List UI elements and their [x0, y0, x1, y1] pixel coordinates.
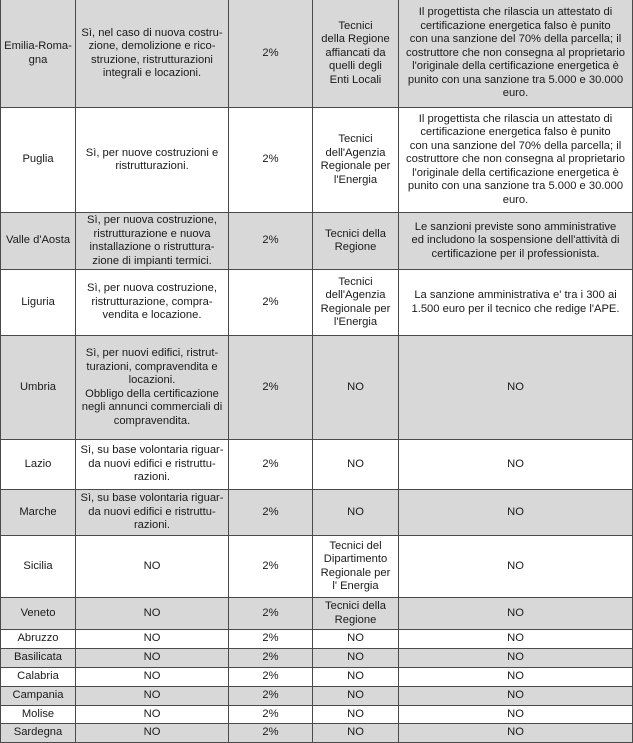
region-cell — [0, 108, 76, 213]
table-row — [0, 668, 633, 687]
sanctions-cell-text: NO — [507, 670, 524, 683]
controllers-cell — [313, 440, 399, 490]
table-row — [0, 630, 633, 649]
percentage-cell — [229, 724, 313, 743]
sanctions-cell-text: NO — [507, 726, 524, 739]
region-cell-text: Valle d'Aosta — [5, 234, 71, 247]
region-cell — [0, 0, 76, 108]
region-cell — [0, 706, 76, 724]
percentage-cell — [229, 687, 313, 706]
region-cell-text: Molise — [21, 707, 55, 720]
sanctions-cell-text: NO — [507, 505, 524, 518]
percentage-cell — [229, 0, 313, 108]
percentage-cell — [229, 649, 313, 668]
percentage-cell-text: 2% — [262, 559, 279, 572]
controllers-cell — [313, 0, 399, 108]
obligation-cell — [76, 598, 229, 630]
sanctions-cell — [399, 270, 633, 336]
region-cell — [0, 724, 76, 743]
sanctions-cell — [399, 336, 633, 440]
region-cell-text: Emilia-Roma- gna — [4, 40, 72, 66]
table-row — [0, 336, 633, 440]
sanctions-cell — [399, 108, 633, 213]
controllers-cell-text: NO — [347, 505, 364, 518]
table-row — [0, 598, 633, 630]
controllers-cell-text: Tecnici dell'Agenzia Regionale per l'Energia — [320, 133, 391, 186]
region-cell-text: Campania — [12, 689, 64, 702]
obligation-cell-text: Sì, per nuova costruzione, ristrutturazione e nuova installazione o ristruttura- zione di impianti termici. — [87, 214, 217, 267]
table-row — [0, 687, 633, 706]
obligation-cell-text: Sì, su base volontaria riguar- da nuovi edifici e ristruttu- razioni. — [80, 492, 224, 532]
sanctions-cell-text: Il progettista che rilascia un attestato di certificazione energetica falso è punito con una sanzione del 70% della parcella; il costruttore che non consegna al proprietario l'originale della certificazione energetica è punito con una sanzione tra 5.000 e 30.000 euro. — [406, 112, 625, 206]
obligation-cell — [76, 0, 229, 108]
table-row — [0, 213, 633, 270]
sanctions-cell — [399, 687, 633, 706]
sanctions-cell — [399, 0, 633, 108]
region-cell-text: Liguria — [21, 295, 55, 308]
controllers-cell — [313, 630, 399, 649]
sanctions-cell — [399, 668, 633, 687]
percentage-cell-text: 2% — [262, 707, 279, 720]
controllers-cell — [313, 649, 399, 668]
region-cell — [0, 490, 76, 536]
controllers-cell-text: NO — [347, 457, 364, 470]
sanctions-cell — [399, 598, 633, 630]
percentage-cell-text: 2% — [262, 380, 279, 393]
region-cell-text: Sardegna — [13, 726, 63, 739]
controllers-cell-text: Tecnici del Dipartimento Regionale per l' Energia — [320, 539, 391, 592]
obligation-cell-text: NO — [143, 689, 161, 702]
percentage-cell-text: 2% — [262, 46, 279, 59]
controllers-cell — [313, 706, 399, 724]
region-cell-text: Veneto — [20, 606, 56, 619]
region-cell-text: Sicilia — [23, 559, 53, 572]
obligation-cell-text: NO — [143, 651, 161, 664]
percentage-cell — [229, 706, 313, 724]
controllers-cell-text: NO — [347, 380, 364, 393]
percentage-cell-text: 2% — [262, 234, 279, 247]
table-row — [0, 649, 633, 668]
percentage-cell — [229, 336, 313, 440]
sanctions-cell-text: Le sanzioni previste sono amministrative ed includono la sospensione dell'attività di certificazione per il professionista. — [411, 220, 620, 260]
sanctions-cell-text: NO — [507, 380, 524, 393]
region-cell — [0, 668, 76, 687]
region-cell — [0, 630, 76, 649]
obligation-cell-text: NO — [143, 606, 161, 619]
sanctions-cell-text: NO — [507, 689, 524, 702]
table-row — [0, 270, 633, 336]
obligation-cell-text: NO — [143, 559, 161, 572]
controllers-cell-text: NO — [347, 651, 364, 664]
controllers-cell-text: Tecnici della Regione affiancati da quelli degli Enti Locali — [321, 19, 390, 86]
sanctions-cell — [399, 649, 633, 668]
percentage-cell-text: 2% — [262, 689, 279, 702]
sanctions-cell-text: NO — [507, 457, 524, 470]
region-cell — [0, 598, 76, 630]
controllers-cell-text: NO — [347, 707, 364, 720]
region-cell-text: Puglia — [22, 153, 54, 166]
region-cell-text: Calabria — [17, 670, 59, 683]
sanctions-cell — [399, 724, 633, 743]
percentage-cell — [229, 108, 313, 213]
percentage-cell — [229, 490, 313, 536]
percentage-cell — [229, 598, 313, 630]
region-cell — [0, 336, 76, 440]
table-row — [0, 536, 633, 598]
sanctions-cell-text: NO — [507, 707, 524, 720]
region-cell-text: Basilicata — [14, 651, 62, 664]
percentage-cell-text: 2% — [262, 651, 279, 664]
sanctions-cell-text: La sanzione amministrativa e' tra i 300 ai 1.500 euro per il tecnico che redige l'APE. — [411, 289, 620, 315]
controllers-cell-text: NO — [347, 689, 364, 702]
controllers-cell — [313, 598, 399, 630]
table-row — [0, 490, 633, 536]
region-cell-text: Marche — [19, 505, 57, 518]
controllers-cell-text: NO — [347, 670, 364, 683]
controllers-cell-text: Tecnici dell'Agenzia Regionale per l'Energia — [320, 275, 391, 328]
table-row — [0, 724, 633, 743]
table-row — [0, 108, 633, 213]
obligation-cell-text: Sì, per nuova costruzione, ristrutturazione, compra- vendita e locazione. — [87, 282, 217, 322]
sanctions-cell — [399, 213, 633, 270]
region-cell-text: Lazio — [24, 457, 52, 470]
obligation-cell — [76, 108, 229, 213]
obligation-cell — [76, 724, 229, 743]
obligation-cell — [76, 490, 229, 536]
controllers-cell — [313, 668, 399, 687]
obligation-cell — [76, 630, 229, 649]
percentage-cell — [229, 668, 313, 687]
obligation-cell — [76, 270, 229, 336]
table-row — [0, 0, 633, 108]
controllers-cell — [313, 108, 399, 213]
percentage-cell-text: 2% — [262, 670, 279, 683]
controllers-cell — [313, 490, 399, 536]
sanctions-cell — [399, 630, 633, 649]
percentage-cell — [229, 440, 313, 490]
controllers-cell — [313, 213, 399, 270]
sanctions-cell — [399, 490, 633, 536]
obligation-cell — [76, 668, 229, 687]
obligation-cell-text: NO — [143, 707, 161, 720]
obligation-cell-text: NO — [143, 670, 161, 683]
region-cell — [0, 213, 76, 270]
obligation-cell-text: NO — [143, 726, 161, 739]
obligation-cell-text: Sì, nel caso di nuova costru- zione, demolizione e rico- struzione, ristrutturazioni integrali e locazioni. — [81, 26, 223, 79]
region-cell-text: Abruzzo — [17, 632, 59, 645]
obligation-cell — [76, 706, 229, 724]
percentage-cell-text: 2% — [262, 505, 279, 518]
sanctions-cell-text: NO — [507, 632, 524, 645]
percentage-cell-text: 2% — [262, 153, 279, 166]
percentage-cell — [229, 536, 313, 598]
controllers-cell — [313, 536, 399, 598]
controllers-cell-text: Tecnici della Regione — [325, 227, 386, 253]
obligation-cell-text: Sì, su base volontaria riguar- da nuovi edifici e ristruttu- razioni. — [80, 444, 224, 484]
obligation-cell — [76, 649, 229, 668]
sanctions-cell — [399, 440, 633, 490]
percentage-cell — [229, 270, 313, 336]
controllers-cell — [313, 687, 399, 706]
region-cell — [0, 536, 76, 598]
obligation-cell — [76, 336, 229, 440]
region-cell — [0, 687, 76, 706]
sanctions-cell-text: NO — [507, 559, 524, 572]
obligation-cell — [76, 440, 229, 490]
sanctions-cell-text: NO — [507, 606, 524, 619]
sanctions-cell — [399, 706, 633, 724]
percentage-cell-text: 2% — [262, 457, 279, 470]
controllers-cell — [313, 270, 399, 336]
controllers-cell-text: NO — [347, 726, 364, 739]
percentage-cell-text: 2% — [262, 632, 279, 645]
controllers-cell-text: Tecnici della Regione — [325, 600, 386, 626]
table-row — [0, 706, 633, 724]
region-cell — [0, 649, 76, 668]
percentage-cell-text: 2% — [262, 295, 279, 308]
sanctions-cell — [399, 536, 633, 598]
region-cell — [0, 270, 76, 336]
obligation-cell-text: NO — [143, 632, 161, 645]
percentage-cell — [229, 630, 313, 649]
controllers-cell-text: NO — [347, 632, 364, 645]
sanctions-cell-text: Il progettista che rilascia un attestato di certificazione energetica falso è punito con una sanzione del 70% della parcella; il costruttore che non consegna al proprietario l'originale della certificazione energetica è punito con una sanzione tra 5.000 e 30.000 euro. — [406, 6, 625, 100]
obligation-cell-text: Sì, per nuove costruzioni e ristrutturazioni. — [85, 146, 219, 172]
region-cell — [0, 440, 76, 490]
percentage-cell-text: 2% — [262, 726, 279, 739]
obligation-cell — [76, 213, 229, 270]
obligation-cell — [76, 687, 229, 706]
percentage-cell — [229, 213, 313, 270]
sanctions-cell-text: NO — [507, 651, 524, 664]
controllers-cell — [313, 724, 399, 743]
region-cell-text: Umbria — [19, 380, 57, 393]
obligation-cell — [76, 536, 229, 598]
controllers-cell — [313, 336, 399, 440]
table-row — [0, 440, 633, 490]
obligation-cell-text: Sì, per nuovi edifici, ristrut- turazioni, compravendita e locazioni. Obbligo della certificazione negli annunci commerciali di compravendita. — [81, 347, 223, 427]
percentage-cell-text: 2% — [262, 606, 279, 619]
